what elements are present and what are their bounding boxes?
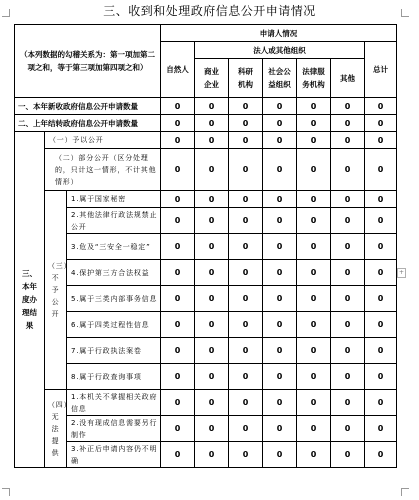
cell: 0 xyxy=(365,149,397,191)
cell: 0 xyxy=(195,364,229,390)
cell: 0 xyxy=(229,364,263,390)
cell: 0 xyxy=(229,312,263,338)
page-title: 三、收到和处理政府信息公开申请情况 xyxy=(103,4,316,18)
header-commercial: 商业企业 xyxy=(195,59,229,98)
cell: 0 xyxy=(297,234,331,260)
header-research: 科研机构 xyxy=(229,59,263,98)
cell: 0 xyxy=(161,286,195,312)
cell: 0 xyxy=(365,260,397,286)
cell: 0 xyxy=(161,442,195,468)
cell: 0 xyxy=(161,208,195,234)
not-public-label: （三）不予公开 xyxy=(45,191,67,390)
cell: 0 xyxy=(229,98,263,115)
cell: 0 xyxy=(297,98,331,115)
cell: 0 xyxy=(263,312,297,338)
cell: 0 xyxy=(297,260,331,286)
cell: 0 xyxy=(161,390,195,416)
cell: 0 xyxy=(365,390,397,416)
row-label: 8.属于行政查询事项 xyxy=(67,364,161,390)
cell: 0 xyxy=(161,234,195,260)
cell: 0 xyxy=(195,115,229,132)
cell: 0 xyxy=(263,234,297,260)
cell: 0 xyxy=(161,364,195,390)
cell: 0 xyxy=(195,208,229,234)
cell: 0 xyxy=(229,115,263,132)
header-other: 其他 xyxy=(331,59,365,98)
cell: 0 xyxy=(229,208,263,234)
crop-mark xyxy=(9,488,10,496)
cell: 0 xyxy=(195,286,229,312)
cell: 0 xyxy=(331,132,365,149)
cell: 0 xyxy=(263,364,297,390)
row-label: 1.本机关不掌握相关政府信息 xyxy=(67,390,161,416)
applications-table xyxy=(14,24,397,468)
cell: 0 xyxy=(331,364,365,390)
cell: 0 xyxy=(263,149,297,191)
cell: 0 xyxy=(297,132,331,149)
cell: 0 xyxy=(195,191,229,208)
cell: 0 xyxy=(161,338,195,364)
row-label: 5.属于三类内部事务信息 xyxy=(67,286,161,312)
cell: 0 xyxy=(365,286,397,312)
cell: 0 xyxy=(195,132,229,149)
cell: 0 xyxy=(297,338,331,364)
cell: 0 xyxy=(297,312,331,338)
cell: 0 xyxy=(195,416,229,442)
crop-mark xyxy=(401,9,402,17)
cell: 0 xyxy=(297,191,331,208)
cell: 0 xyxy=(365,234,397,260)
cell: 0 xyxy=(161,191,195,208)
cell: 0 xyxy=(161,260,195,286)
header-note: （本列数据的勾稽关系为：第一项加第二项之和，等于第三项加第四项之和） xyxy=(15,25,161,98)
row-label: 6.属于四类过程性信息 xyxy=(67,312,161,338)
cell: 0 xyxy=(195,234,229,260)
cell: 0 xyxy=(297,208,331,234)
cell: 0 xyxy=(331,234,365,260)
cell: 0 xyxy=(297,364,331,390)
cell: 0 xyxy=(331,312,365,338)
cell: 0 xyxy=(331,208,365,234)
section-3-label: 三、本年度办理结果 xyxy=(15,132,45,468)
row-label: （二）部分公开（区分处理的，只计这一情形，不计其他情形） xyxy=(45,149,161,191)
cell: 0 xyxy=(331,98,365,115)
row-label: 2.没有现成信息需要另行制作 xyxy=(67,416,161,442)
cell: 0 xyxy=(365,364,397,390)
cell: 0 xyxy=(365,115,397,132)
header-legal-entities: 法人或其他组织 xyxy=(195,42,365,59)
header-legal-service: 法律服务机构 xyxy=(297,59,331,98)
cell: 0 xyxy=(365,191,397,208)
cell: 0 xyxy=(161,312,195,338)
cell: 0 xyxy=(331,338,365,364)
cell: 0 xyxy=(263,338,297,364)
cell: 0 xyxy=(297,115,331,132)
cell: 0 xyxy=(229,286,263,312)
cell: 0 xyxy=(195,98,229,115)
row-label: 1.属于国家秘密 xyxy=(67,191,161,208)
row-label: 3.补正后申请内容仍不明确 xyxy=(67,442,161,468)
cell: 0 xyxy=(331,416,365,442)
cell: 0 xyxy=(195,390,229,416)
cell: 0 xyxy=(263,191,297,208)
cell: 0 xyxy=(229,442,263,468)
header-total: 总计 xyxy=(365,42,397,98)
crop-mark xyxy=(9,9,10,17)
cell: 0 xyxy=(229,234,263,260)
cell: 0 xyxy=(161,98,195,115)
cell: 0 xyxy=(331,286,365,312)
cell: 0 xyxy=(263,286,297,312)
header-applicant-status: 申请人情况 xyxy=(161,25,397,42)
header-natural-person: 自然人 xyxy=(161,42,195,98)
cell: 0 xyxy=(229,260,263,286)
cell: 0 xyxy=(297,286,331,312)
cell: 0 xyxy=(161,132,195,149)
row-label: 7.属于行政执法案卷 xyxy=(67,338,161,364)
cell: 0 xyxy=(365,338,397,364)
cell: 0 xyxy=(161,115,195,132)
cell: 0 xyxy=(263,115,297,132)
cell: 0 xyxy=(263,132,297,149)
cell: 0 xyxy=(263,442,297,468)
cell: 0 xyxy=(195,312,229,338)
cell: 0 xyxy=(297,442,331,468)
cell: 0 xyxy=(229,416,263,442)
cell: 0 xyxy=(195,149,229,191)
unable-label: （四）无法提供 xyxy=(45,390,67,468)
cell: 0 xyxy=(229,149,263,191)
header-social: 社会公益组织 xyxy=(263,59,297,98)
cell: 0 xyxy=(229,132,263,149)
cell: 0 xyxy=(263,260,297,286)
cell: 0 xyxy=(297,390,331,416)
cell: 0 xyxy=(331,260,365,286)
row-label: 二、上年结转政府信息公开申请数量 xyxy=(15,115,161,132)
crop-mark xyxy=(401,488,402,496)
cell: 0 xyxy=(161,149,195,191)
cell: 0 xyxy=(297,416,331,442)
cell: 0 xyxy=(263,390,297,416)
cell: 0 xyxy=(365,442,397,468)
cell: 0 xyxy=(365,98,397,115)
cell: 0 xyxy=(331,115,365,132)
cell: 0 xyxy=(195,338,229,364)
cell: 0 xyxy=(365,416,397,442)
row-label: 一、本年新收政府信息公开申请数量 xyxy=(15,98,161,115)
cell: 0 xyxy=(331,390,365,416)
row-label: （一）予以公开 xyxy=(45,132,161,149)
cell: 0 xyxy=(161,416,195,442)
row-label: 2.其他法律行政法规禁止公开 xyxy=(67,208,161,234)
crop-mark xyxy=(401,488,409,489)
row-label: 3.危及“三安全一稳定” xyxy=(67,234,161,260)
cell: 0 xyxy=(229,390,263,416)
row-label: 4.保护第三方合法权益 xyxy=(67,260,161,286)
expand-marker[interactable]: + xyxy=(398,269,405,276)
cell: 0 xyxy=(263,208,297,234)
crop-mark xyxy=(401,16,409,17)
cell: 0 xyxy=(195,260,229,286)
cell: 0 xyxy=(365,132,397,149)
cell: 0 xyxy=(331,191,365,208)
cell: 0 xyxy=(297,149,331,191)
cell: 0 xyxy=(229,191,263,208)
cell: 0 xyxy=(331,149,365,191)
cell: 0 xyxy=(331,442,365,468)
cell: 0 xyxy=(195,442,229,468)
cell: 0 xyxy=(263,98,297,115)
cell: 0 xyxy=(365,312,397,338)
cell: 0 xyxy=(263,416,297,442)
cell: 0 xyxy=(229,338,263,364)
cell: 0 xyxy=(365,208,397,234)
